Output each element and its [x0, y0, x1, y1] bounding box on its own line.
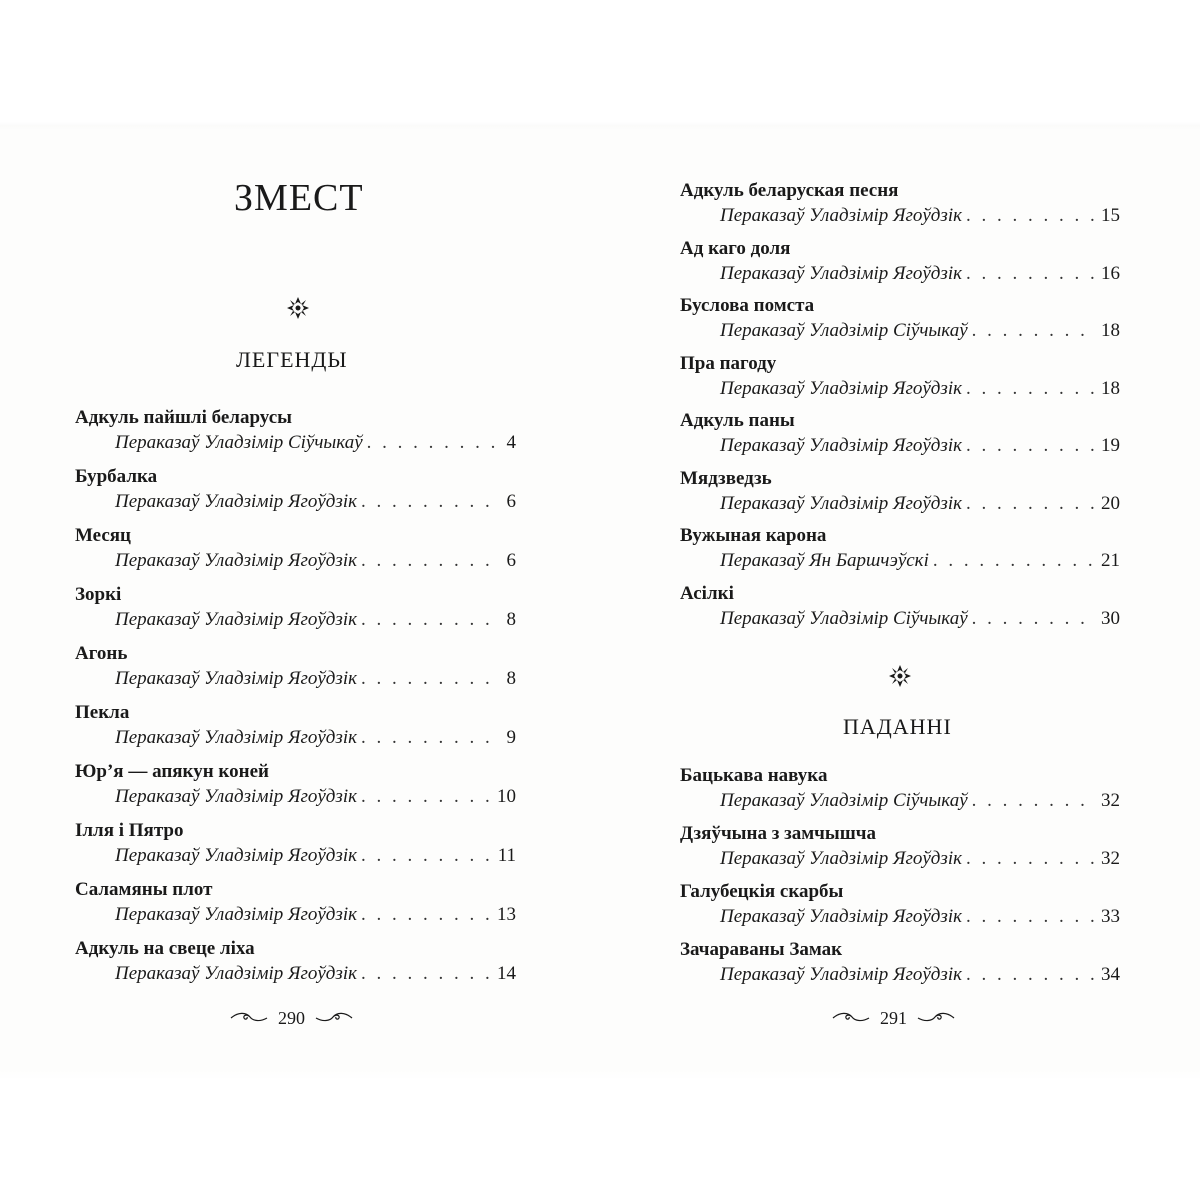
entry-author: Пераказаў Уладзімір Сіўчыкаў — [720, 607, 968, 629]
entry-author: Пераказаў Ян Баршчэўскі — [720, 550, 929, 571]
dot-leader — [972, 608, 1095, 630]
entry-page-number: 20 — [1101, 492, 1120, 514]
dot-leader — [361, 845, 492, 867]
page-footer — [230, 1006, 353, 1030]
entry-page-number: 32 — [1101, 790, 1120, 811]
toc-entry[interactable] — [680, 583, 1120, 641]
entry-page-number: 6 — [506, 491, 516, 512]
dot-leader — [966, 435, 1095, 457]
page-number: 291 — [880, 1007, 907, 1028]
toc-entry[interactable] — [75, 820, 516, 879]
toc-entry[interactable] — [75, 466, 516, 525]
dot-leader — [361, 609, 496, 631]
entry-title: Адкуль беларуская песня — [680, 180, 899, 201]
entry-title: Мядзведзь — [680, 467, 772, 489]
entry-author: Пераказаў Уладзімір Ягоўдзік — [720, 205, 962, 226]
dot-leader — [361, 550, 496, 572]
entry-title: Асілкі — [680, 582, 734, 604]
entry-author: Пераказаў Уладзімір Ягоўдзік — [115, 845, 357, 866]
toc-entry[interactable] — [75, 879, 516, 938]
entry-title: Адкуль пайшлі беларусы — [75, 407, 292, 428]
entry-author: Пераказаў Уладзімір Сіўчыкаў — [720, 790, 968, 811]
page-number: 290 — [278, 1007, 305, 1028]
dot-leader — [361, 963, 491, 985]
entry-page-number: 30 — [1101, 607, 1120, 629]
entry-page-number: 6 — [506, 550, 516, 571]
dot-leader — [972, 790, 1095, 812]
toc-entry[interactable] — [680, 881, 1120, 939]
entry-page-number: 4 — [506, 432, 516, 453]
entry-page-number: 21 — [1101, 550, 1120, 571]
entry-page-number: 8 — [506, 609, 516, 630]
toc-entry[interactable] — [680, 468, 1120, 526]
toc-entry[interactable] — [75, 938, 516, 997]
entry-author: Пераказаў Уладзімір Ягоўдзік — [720, 435, 962, 456]
dot-leader — [966, 493, 1095, 515]
entry-title: Бурбалка — [75, 466, 158, 487]
entry-author: Пераказаў Уладзімір Ягоўдзік — [720, 377, 962, 399]
entry-author: Пераказаў Уладзімір Ягоўдзік — [115, 963, 357, 984]
entry-title: Адкуль паны — [680, 410, 795, 431]
entry-author: Пераказаў Уладзімір Ягоўдзік — [115, 904, 357, 925]
entry-title: Пра пагоду — [680, 352, 777, 374]
entry-author: Пераказаў Уладзімір Ягоўдзік — [720, 906, 962, 927]
entry-author: Пераказаў Уладзімір Ягоўдзік — [115, 786, 357, 807]
toc-entry[interactable] — [75, 525, 516, 584]
entry-page-number: 10 — [497, 786, 516, 807]
contents-title: ЗМЕСТ — [234, 177, 364, 219]
ornament-icon — [887, 663, 913, 689]
flourish-right-icon — [315, 1011, 353, 1025]
entry-title: Галубецкія скарбы — [680, 881, 844, 902]
toc-list-legends-continued — [680, 180, 1120, 640]
entry-page-number: 18 — [1101, 377, 1120, 399]
entry-author: Пераказаў Уладзімір Ягоўдзік — [115, 609, 357, 630]
entry-title: Ад каго доля — [680, 237, 791, 259]
entry-page-number: 16 — [1101, 262, 1120, 284]
entry-title: Адкуль на свеце ліха — [75, 938, 255, 959]
toc-entry[interactable] — [680, 410, 1120, 468]
toc-entry[interactable] — [680, 765, 1120, 823]
toc-entry[interactable] — [75, 407, 516, 466]
dot-leader — [361, 491, 496, 513]
toc-entry[interactable] — [680, 238, 1120, 296]
dot-leader — [361, 904, 491, 926]
toc-entry[interactable] — [680, 939, 1120, 997]
toc-entry[interactable] — [75, 702, 516, 761]
dot-leader — [367, 432, 496, 454]
dot-leader — [966, 906, 1095, 928]
toc-entry[interactable] — [75, 643, 516, 702]
entry-title: Дзяўчына з замчышча — [680, 823, 876, 844]
flourish-left-icon — [832, 1011, 870, 1025]
dot-leader — [361, 786, 491, 808]
entry-author: Пераказаў Уладзімір Ягоўдзік — [720, 492, 962, 514]
entry-title: Пекла — [75, 702, 130, 723]
entry-title: Саламяны плот — [75, 879, 213, 900]
entry-author: Пераказаў Уладзімір Ягоўдзік — [115, 668, 357, 689]
entry-author: Пераказаў Уладзімір Сіўчыкаў — [720, 320, 968, 341]
dot-leader — [361, 727, 496, 749]
toc-entry[interactable] — [680, 823, 1120, 881]
entry-author: Пераказаў Уладзімір Ягоўдзік — [720, 964, 962, 985]
entry-title: Агонь — [75, 643, 128, 664]
entry-title: Буслова помста — [680, 295, 815, 316]
dot-leader — [361, 668, 496, 690]
section-heading-legends: ЛЕГЕНДЫ — [236, 347, 348, 372]
toc-entry[interactable] — [75, 761, 516, 820]
entry-page-number: 11 — [497, 845, 516, 866]
entry-author: Пераказаў Уладзімір Ягоўдзік — [115, 727, 357, 748]
dot-leader — [966, 263, 1095, 285]
entry-page-number: 14 — [497, 963, 516, 984]
entry-author: Пераказаў Уладзімір Ягоўдзік — [115, 550, 357, 571]
toc-list-tales — [680, 765, 1120, 997]
entry-title: Юр’я — апякун коней — [75, 761, 269, 782]
right-page — [600, 0, 1200, 1200]
entry-title: Зоркі — [75, 584, 122, 605]
flourish-right-icon — [917, 1011, 955, 1025]
section-heading-tales: ПАДАННІ — [843, 714, 952, 739]
entry-page-number: 19 — [1101, 435, 1120, 456]
page-footer — [832, 1006, 955, 1030]
ornament-icon — [285, 295, 311, 321]
dot-leader — [966, 848, 1095, 870]
entry-page-number: 15 — [1101, 205, 1120, 226]
entry-title: Зачараваны Замак — [680, 939, 843, 960]
toc-entry[interactable] — [680, 525, 1120, 583]
toc-entry[interactable] — [680, 180, 1120, 238]
dot-leader — [966, 964, 1095, 986]
dot-leader — [966, 205, 1095, 227]
toc-list-legends — [75, 407, 516, 997]
entry-page-number: 9 — [506, 727, 516, 748]
entry-title: Бацькава навука — [680, 765, 828, 786]
entry-author: Пераказаў Уладзімір Ягоўдзік — [720, 262, 962, 284]
entry-author: Пераказаў Уладзімір Ягоўдзік — [720, 848, 962, 869]
entry-title: Ілля і Пятро — [75, 820, 184, 841]
flourish-left-icon — [230, 1011, 268, 1025]
dot-leader — [966, 378, 1095, 400]
entry-page-number: 32 — [1101, 848, 1120, 869]
toc-entry[interactable] — [680, 353, 1120, 411]
entry-title: Месяц — [75, 525, 132, 546]
entry-author: Пераказаў Уладзімір Ягоўдзік — [115, 491, 357, 512]
dot-leader — [972, 320, 1095, 342]
toc-entry[interactable] — [680, 295, 1120, 353]
toc-entry[interactable] — [75, 584, 516, 643]
entry-title: Вужыная карона — [680, 525, 827, 546]
entry-page-number: 13 — [497, 904, 516, 925]
entry-page-number: 34 — [1101, 964, 1120, 985]
entry-page-number: 8 — [506, 668, 516, 689]
entry-author: Пераказаў Уладзімір Сіўчыкаў — [115, 432, 363, 453]
entry-page-number: 18 — [1101, 320, 1120, 341]
dot-leader — [933, 550, 1095, 572]
entry-page-number: 33 — [1101, 906, 1120, 927]
